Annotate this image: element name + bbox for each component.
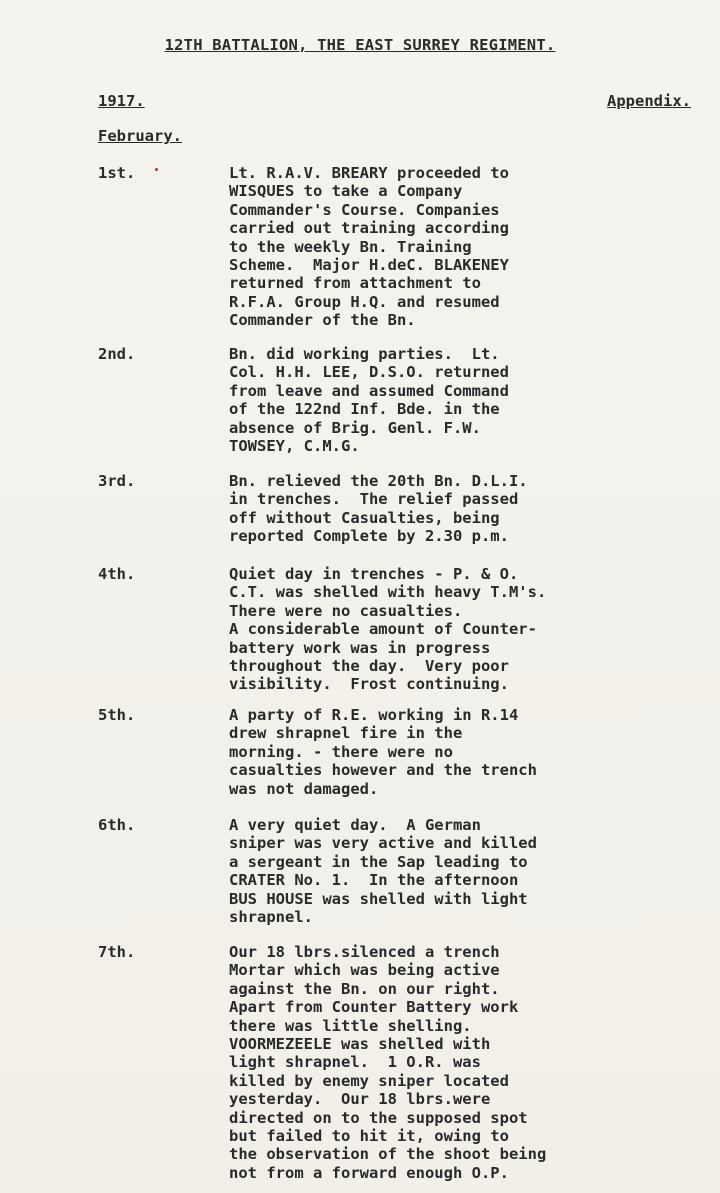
entry-line: against the Bn. on our right. xyxy=(229,979,500,998)
entry-line: light shrapnel. 1 O.R. was xyxy=(229,1053,481,1072)
entry-line: yesterday. Our 18 lbrs.were xyxy=(229,1090,491,1109)
entry-date: 4th. xyxy=(98,565,136,583)
entry-line: Scheme. Major H.deC. BLAKENEY xyxy=(229,256,509,275)
entry-line: killed by enemy sniper located xyxy=(229,1071,509,1090)
entry-line: Lt. R.A.V. BREARY proceeded to xyxy=(229,164,509,182)
entry-date: 5th. xyxy=(98,706,136,724)
entry-line: but failed to hit it, owing to xyxy=(229,1127,509,1146)
entry-line: sniper was very active and killed xyxy=(229,834,537,853)
entry-date: 6th. xyxy=(98,816,136,834)
entry-line: absence of Brig. Genl. F.W. xyxy=(229,418,481,437)
entry-line: CRATER No. 1. In the afternoon xyxy=(229,871,519,890)
entry-line: C.T. was shelled with heavy T.M's. xyxy=(229,583,547,602)
entry-line: morning. - there were no xyxy=(229,742,453,761)
document-title: 12TH BATTALION, THE EAST SURREY REGIMENT. xyxy=(164,36,556,54)
entry-date: 3rd. xyxy=(98,472,136,490)
entry-text xyxy=(229,472,609,546)
entry-line: A considerable amount of Counter- xyxy=(229,620,537,639)
entry-line: BUS HOUSE was shelled with light xyxy=(229,889,528,908)
entry-line: from leave and assumed Command xyxy=(229,381,509,400)
entry-text xyxy=(229,816,609,926)
ink-speck xyxy=(155,168,158,171)
entry-line: There were no casualties. xyxy=(229,601,463,620)
entry-line: Bn. did working parties. Lt. xyxy=(229,345,500,363)
entry-line: the observation of the shoot being xyxy=(229,1145,547,1164)
entry-line: R.F.A. Group H.Q. and resumed xyxy=(229,292,500,311)
entry-text xyxy=(229,943,609,1182)
entry-line: battery work was in progress xyxy=(229,638,491,657)
entry-line: VOORMEZEELE was shelled with xyxy=(229,1035,491,1054)
entry-line: visibility. Frost continuing. xyxy=(229,675,509,694)
entry-line: Mortar which was being active xyxy=(229,961,500,980)
entry-line: off without Casualties, being xyxy=(229,508,500,527)
entry-line: Commander of the Bn. xyxy=(229,311,416,330)
entry-line: to the weekly Bn. Training xyxy=(229,237,472,256)
entry-date: 7th. xyxy=(98,943,136,961)
entry-text xyxy=(229,345,609,455)
entry-line: directed on to the supposed spot xyxy=(229,1108,528,1127)
entry-line: Quiet day in trenches - P. & O. xyxy=(229,565,519,583)
appendix-label: Appendix. xyxy=(607,92,691,110)
entry-line: A very quiet day. A German xyxy=(229,816,481,834)
entry-line: Bn. relieved the 20th Bn. D.L.I. xyxy=(229,472,528,490)
entry-line: was not damaged. xyxy=(229,779,379,798)
entry-text xyxy=(229,706,609,798)
month-label: February. xyxy=(98,127,182,145)
entry-date: 2nd. xyxy=(98,345,136,363)
entry-date: 1st. xyxy=(98,164,136,182)
entry-line: reported Complete by 2.30 p.m. xyxy=(229,527,509,546)
entry-line: there was little shelling. xyxy=(229,1016,472,1035)
entry-line: returned from attachment to xyxy=(229,274,481,293)
entry-text xyxy=(229,164,609,330)
entry-line: Apart from Counter Battery work xyxy=(229,998,519,1017)
entry-line: of the 122nd Inf. Bde. in the xyxy=(229,400,500,419)
year-label: 1917. xyxy=(98,92,145,110)
entry-line: Our 18 lbrs.silenced a trench xyxy=(229,943,500,961)
entry-line: carried out training according xyxy=(229,219,509,238)
entry-line: TOWSEY, C.M.G. xyxy=(229,437,360,456)
entry-line: drew shrapnel fire in the xyxy=(229,724,463,743)
entry-line: Commander's Course. Companies xyxy=(229,200,500,219)
entry-line: casualties however and the trench xyxy=(229,761,537,780)
entry-line: Col. H.H. LEE, D.S.O. returned xyxy=(229,363,509,382)
entry-line: A party of R.E. working in R.14 xyxy=(229,706,519,724)
entry-line: not from a forward enough O.P. xyxy=(229,1163,509,1182)
entry-line: WISQUES to take a Company xyxy=(229,182,463,201)
entry-text xyxy=(229,565,609,694)
entry-line: shrapnel. xyxy=(229,908,313,927)
entry-line: throughout the day. Very poor xyxy=(229,657,509,676)
entry-line: in trenches. The relief passed xyxy=(229,490,519,509)
entry-line: a sergeant in the Sap leading to xyxy=(229,852,528,871)
